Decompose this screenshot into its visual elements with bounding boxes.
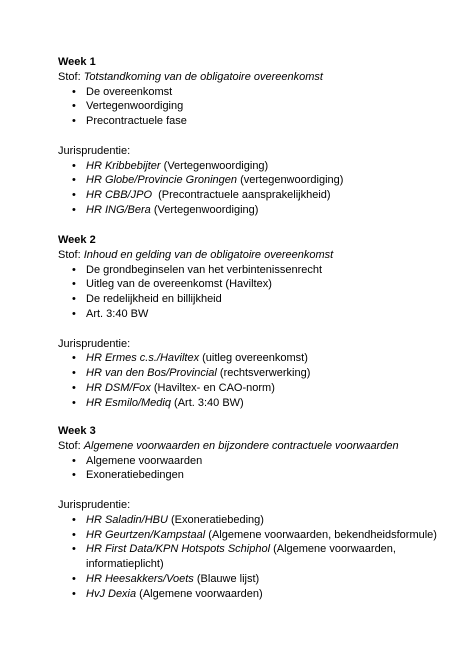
case-item: [58, 173, 458, 188]
case-name: HR Geurtzen/Kampstaal: [86, 528, 206, 541]
case-item: [58, 542, 458, 572]
topic-item: • Art. 3:40 BW: [58, 307, 458, 322]
case-note: (Exoneratiebeding): [167, 513, 264, 526]
case-note: (Algemene voorwaarden): [136, 587, 263, 600]
jurisprudence-label: Jurisprudentie:: [58, 337, 131, 350]
case-note: (Algemene voorwaarden, bekendheidsformule): [205, 528, 437, 541]
topic-item: • De overeenkomst: [58, 85, 458, 100]
topic-list: [58, 85, 458, 129]
stof-label: Stof:: [58, 248, 84, 261]
topic-item: • Precontractuele fase: [58, 114, 458, 129]
week-title: Week 1: [58, 56, 96, 68]
case-item: [58, 396, 458, 411]
jurisprudence-label: Jurisprudentie:: [58, 144, 131, 157]
case-name: HvJ Dexia: [86, 587, 137, 600]
case-item: [58, 572, 458, 587]
case-item: [58, 587, 458, 602]
case-name: HR Saladin/HBU: [86, 513, 168, 526]
stof-line: [58, 248, 458, 263]
topic-item: • Vertegenwoordiging: [58, 99, 458, 114]
case-list: [58, 159, 458, 218]
case-item: [58, 366, 458, 381]
case-note: (Art. 3:40 BW): [170, 396, 244, 409]
case-item: [58, 203, 458, 218]
case-note: (vertegenwoordiging): [237, 174, 344, 187]
week-2-section: [58, 233, 458, 411]
case-name: HR Kribbebijter: [86, 159, 161, 172]
case-name: HR ING/Bera: [86, 203, 151, 216]
case-list: [58, 351, 458, 410]
week-3-section: [58, 424, 458, 602]
case-name: HR Heesakkers/Voets: [86, 572, 194, 585]
case-item: [58, 381, 458, 396]
case-note: (Algemene voorwaarden, informatieplicht): [86, 543, 396, 571]
stof-line: [58, 439, 458, 454]
stof-line: [58, 70, 458, 85]
case-list: [58, 513, 458, 602]
case-name: HR van den Bos/Provincial: [86, 367, 217, 380]
case-note: (Blauwe lijst): [193, 572, 260, 585]
case-item: [58, 159, 458, 174]
week-1-section: [58, 55, 458, 218]
case-note: (Precontractuele aansprakelijkheid): [152, 189, 331, 202]
week-title: Week 3: [58, 425, 96, 437]
case-note: (uitleg overeenkomst): [199, 352, 308, 365]
case-note: (Haviltex- en CAO-norm): [150, 381, 275, 394]
case-name: HR CBB/JPO: [86, 189, 153, 202]
case-item: [58, 513, 458, 528]
topic-list: [58, 263, 458, 322]
case-item: [58, 528, 458, 543]
case-name: HR Globe/Provincie Groningen: [86, 174, 238, 187]
week-title: Week 2: [58, 234, 96, 246]
case-item: [58, 351, 458, 366]
case-name: HR First Data/KPN Hotspots Schiphol: [86, 543, 271, 556]
jurisprudence-label: Jurisprudentie:: [58, 498, 131, 511]
stof-subject: Inhoud en gelding van de obligatoire overeenkomst: [83, 248, 334, 261]
topic-item: • Algemene voorwaarden: [58, 454, 458, 469]
stof-label: Stof:: [58, 70, 84, 83]
stof-label: Stof:: [58, 439, 84, 452]
case-item: [58, 188, 458, 203]
case-name: HR Ermes c.s./Haviltex: [86, 352, 200, 365]
case-note: (Vertegenwoordiging): [160, 159, 269, 172]
stof-subject: Algemene voorwaarden en bijzondere contractuele voorwaarden: [83, 439, 399, 452]
stof-subject: Totstandkoming van de obligatoire overeenkomst: [83, 70, 323, 83]
topic-item: • De redelijkheid en billijkheid: [58, 292, 458, 307]
topic-list: [58, 454, 458, 484]
topic-item: • Uitleg van de overeenkomst (Haviltex): [58, 277, 458, 292]
case-name: HR Esmilo/Mediq: [86, 396, 171, 409]
case-note: (Vertegenwoordiging): [150, 203, 259, 216]
topic-item: • Exoneratiebedingen: [58, 468, 458, 483]
case-note: (rechtsverwerking): [216, 367, 311, 380]
topic-item: • De grondbeginselen van het verbintenissenrecht: [58, 263, 458, 278]
case-name: HR DSM/Fox: [86, 381, 151, 394]
